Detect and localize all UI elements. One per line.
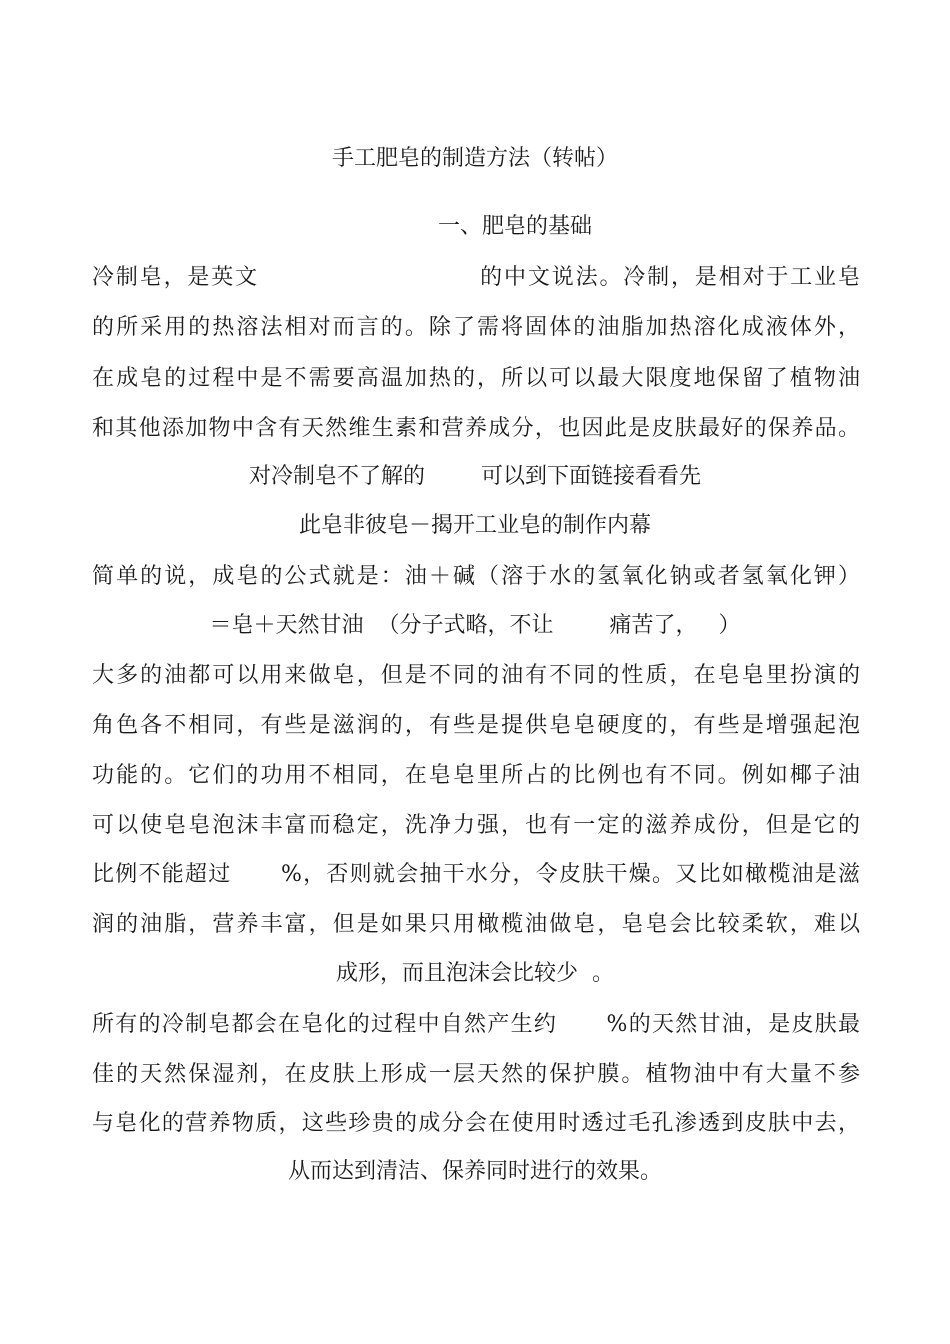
paragraph-line: 角色各不相同，有些是滋润的，有些是提供皂皂硬度的，有些是增强起泡 <box>92 713 860 738</box>
paragraph-line: 佳的天然保湿剂，在皮肤上形成一层天然的保护膜。植物油中有大量不参 <box>92 1062 860 1087</box>
paragraph-line: 所有的冷制皂都会在皂化的过程中自然产生约 %的天然甘油，是皮肤最 <box>92 1012 860 1037</box>
paragraph-line: 的所采用的热溶法相对而言的。除了需将固体的油脂加热溶化成液体外， <box>92 315 860 340</box>
paragraph-line: 功能的。它们的功用不相同，在皂皂里所占的比例也有不同。例如椰子油 <box>92 763 860 788</box>
paragraph-line: 成形，而且泡沫会比较少 。 <box>336 961 614 986</box>
paragraph-line: 比例不能超过 %，否则就会抽干水分，令皮肤干燥。又比如橄榄油是滋 <box>92 862 860 887</box>
document-title: 手工肥皂的制造方法（转帖） <box>331 146 618 171</box>
paragraph-line: 对冷制皂不了解的 可以到下面链接看看先 <box>249 464 701 489</box>
paragraph-line: 和其他添加物中含有天然维生素和营养成分，也因此是皮肤最好的保养品。 <box>92 416 860 441</box>
link-text: 此皂非彼皂－揭开工业皂的制作内幕 <box>298 513 651 538</box>
paragraph-line: 润的油脂，营养丰富，但是如果只用橄榄油做皂，皂皂会比较柔软，难以 <box>92 912 860 937</box>
paragraph-line: 大多的油都可以用来做皂，但是不同的油有不同的性质，在皂皂里扮演的 <box>92 663 860 688</box>
paragraph-line: 与皂化的营养物质，这些珍贵的成分会在使用时透过毛孔渗透到皮肤中去， <box>92 1111 860 1136</box>
section-heading: 一、肥皂的基础 <box>437 214 592 239</box>
paragraph-line: ＝皂＋天然甘油 （分子式略，不让 痛苦了， ） <box>209 613 741 638</box>
paragraph-line: 冷制皂，是英文 的中文说法。冷制，是相对于工业皂 <box>92 265 860 290</box>
paragraph-line: 简单的说，成皂的公式就是：油＋碱（溶于水的氢氧化钠或者氢氧化钾） <box>92 564 860 589</box>
paragraph-line: 可以使皂皂泡沫丰富而稳定，洗净力强，也有一定的滋养成份，但是它的 <box>92 813 860 838</box>
paragraph-line: 在成皂的过程中是不需要高温加热的，所以可以最大限度地保留了植物油 <box>92 366 860 391</box>
paragraph-line: 从而达到清洁、保养同时进行的效果。 <box>287 1159 662 1184</box>
